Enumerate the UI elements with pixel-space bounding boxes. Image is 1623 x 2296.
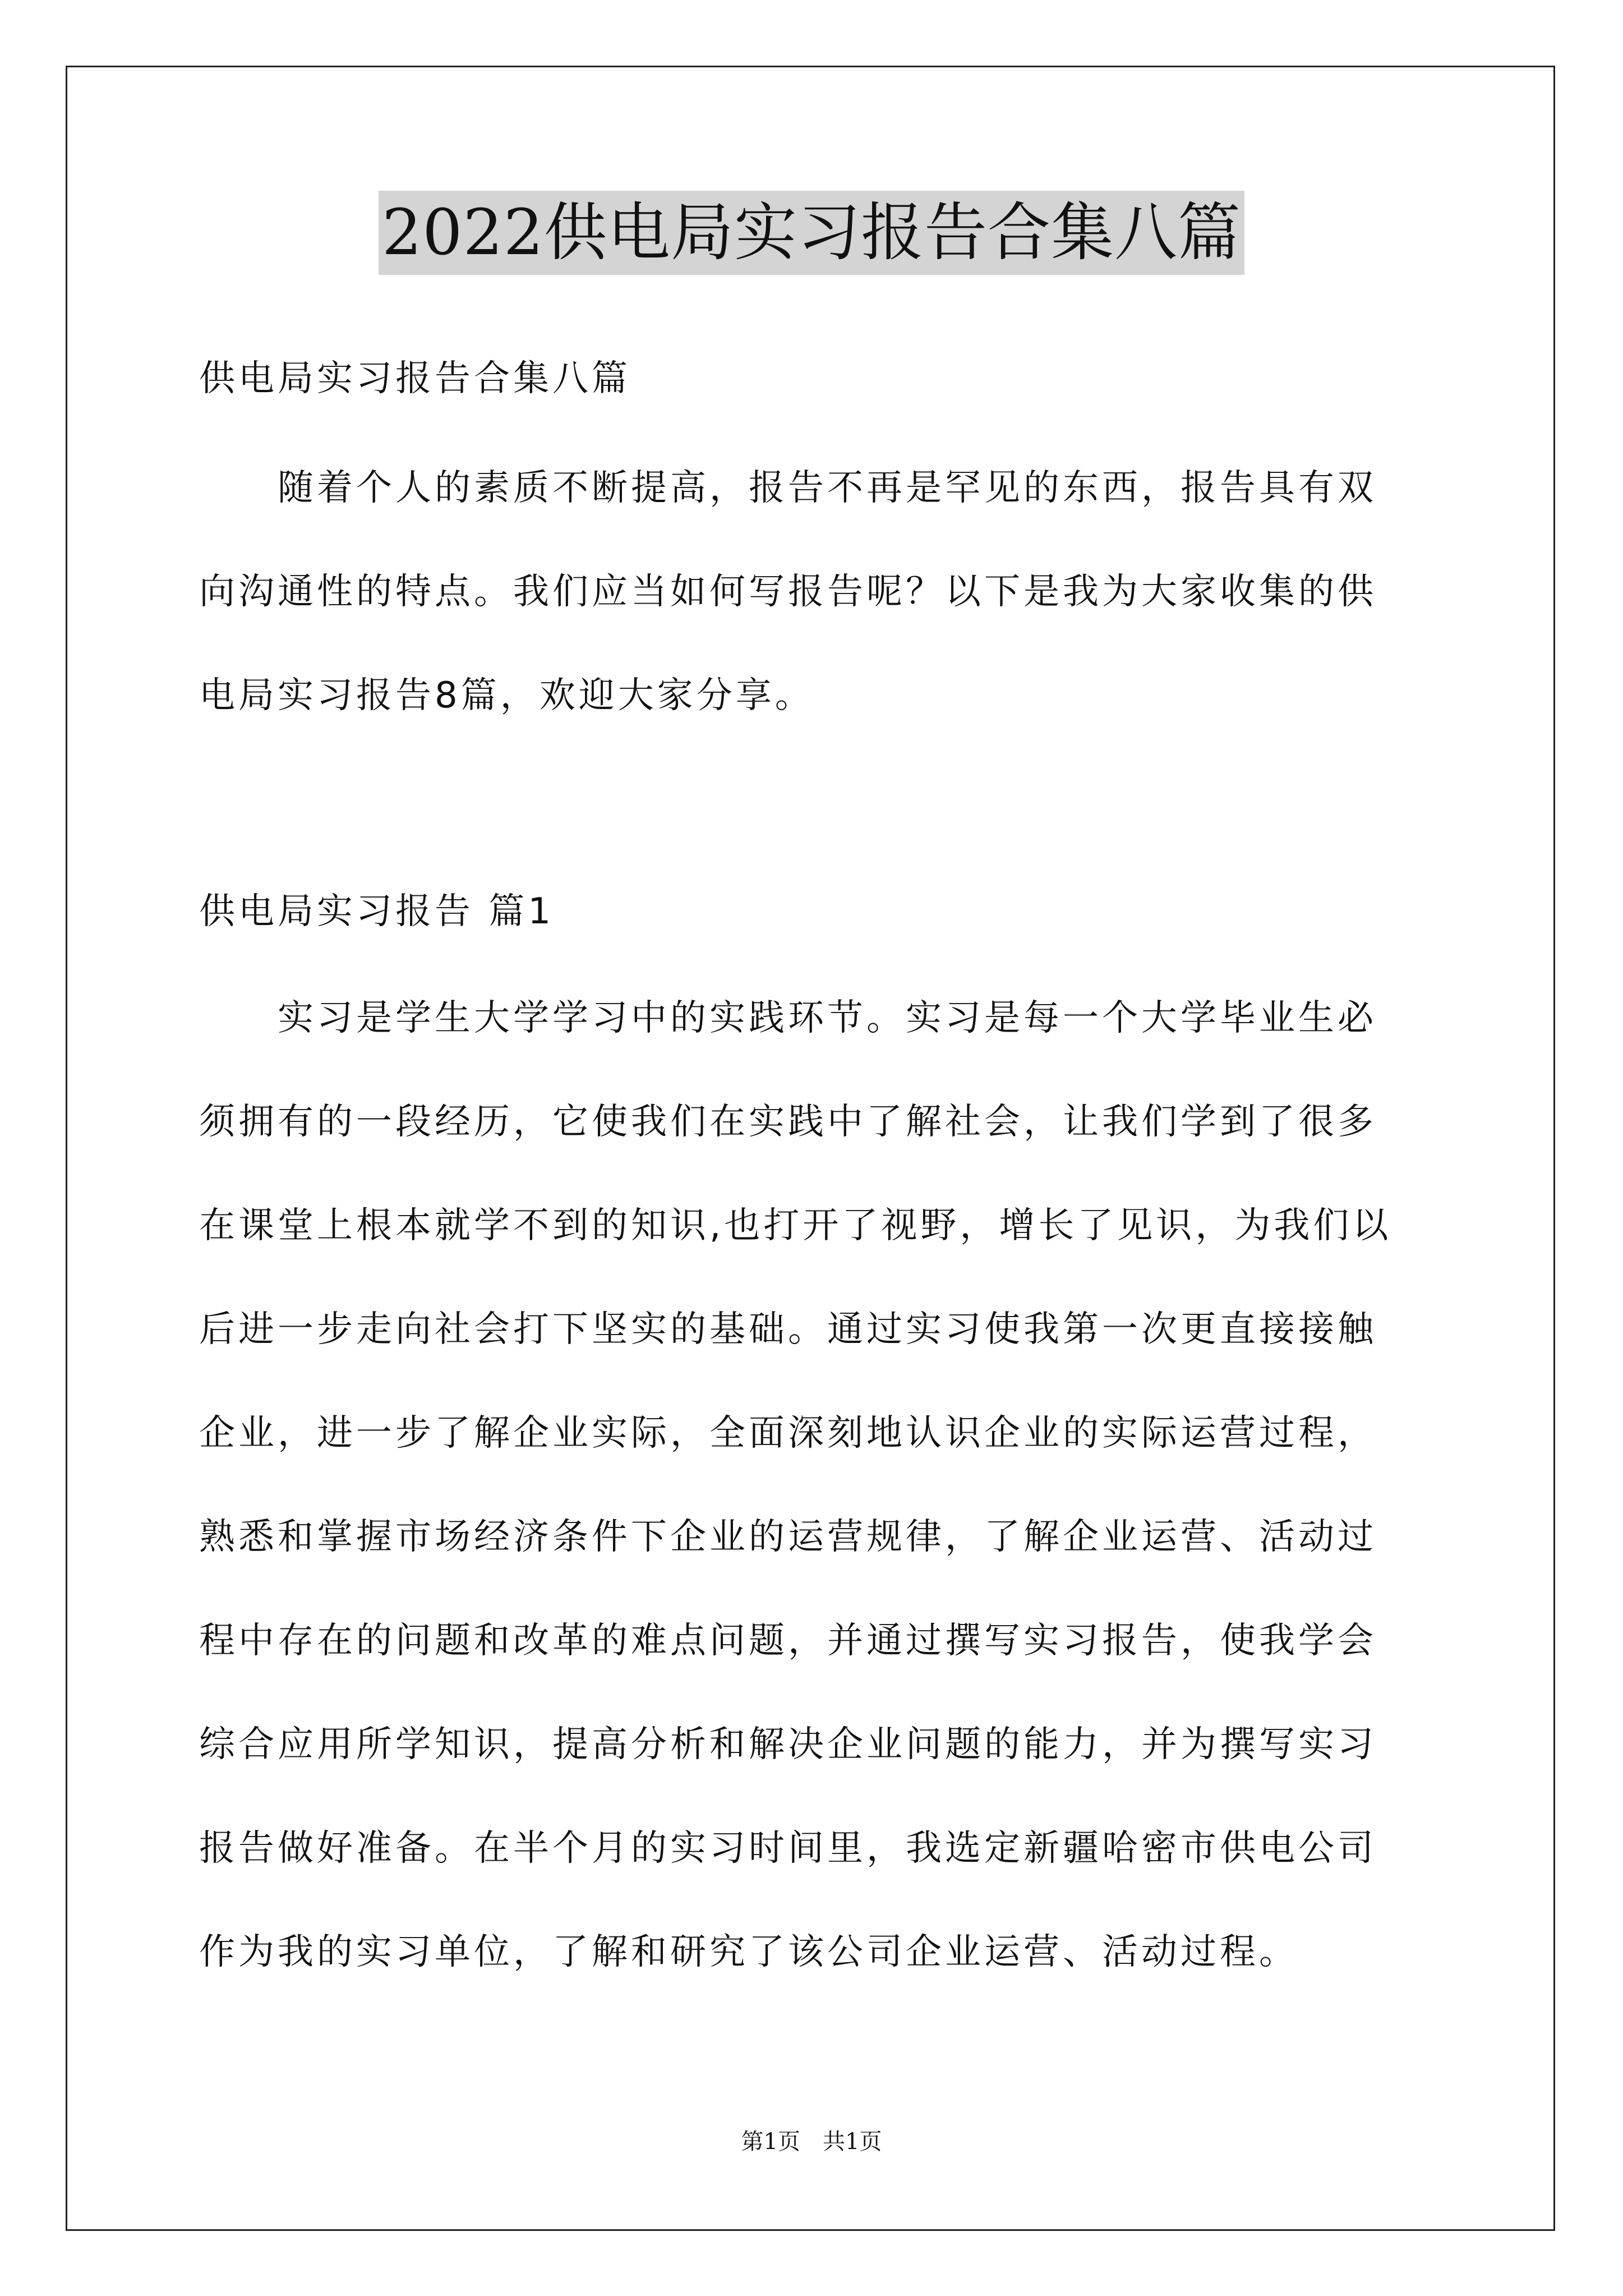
intro-paragraph-line: 随着个人的素质不断提高，报告不再是罕见的东西，报告具有双 <box>278 467 1377 509</box>
body-paragraph-line: 熟悉和掌握市场经济条件下企业的运营规律，了解企业运营、活动过 <box>199 1516 1377 1558</box>
document-title: 2022供电局实习报告合集八篇 <box>379 191 1244 275</box>
body-paragraph-line: 实习是学生大学学习中的实践环节。实习是每一个大学毕业生必 <box>278 997 1377 1039</box>
page-footer <box>0 2126 1623 2157</box>
body-paragraph-line: 综合应用所学知识，提高分析和解决企业问题的能力，并为撰写实习 <box>199 1724 1377 1765</box>
body-paragraph-line: 企业，进一步了解企业实际，全面深刻地认识企业的实际运营过程， <box>199 1412 1377 1454</box>
body-paragraph-line: 报告做好准备。在半个月的实习时间里，我选定新疆哈密市供电公司 <box>199 1828 1377 1869</box>
body-paragraph-line: 后进一步走向社会打下坚实的基础。通过实习使我第一次更直接接触 <box>199 1309 1377 1350</box>
body-paragraph-line: 作为我的实习单位，了解和研究了该公司企业运营、活动过程。 <box>199 1931 1298 1973</box>
intro-paragraph-line: 向沟通性的特点。我们应当如何写报告呢？以下是我为大家收集的供 <box>199 571 1377 613</box>
body-paragraph-line: 程中存在的问题和改革的难点问题，并通过撰写实习报告，使我学会 <box>199 1620 1377 1662</box>
body-paragraph-line: 在课堂上根本就学不到的知识,也打开了视野，增长了见识，为我们以 <box>199 1205 1392 1246</box>
page-number: 第1页 共1页 <box>741 2129 882 2155</box>
subtitle: 供电局实习报告合集八篇 <box>199 358 631 399</box>
intro-paragraph-line: 电局实习报告8篇，欢迎大家分享。 <box>199 675 814 716</box>
section-heading: 供电局实习报告 篇1 <box>199 891 555 932</box>
title-container <box>0 191 1623 275</box>
body-paragraph-line: 须拥有的一段经历，它使我们在实践中了解社会，让我们学到了很多 <box>199 1101 1377 1143</box>
